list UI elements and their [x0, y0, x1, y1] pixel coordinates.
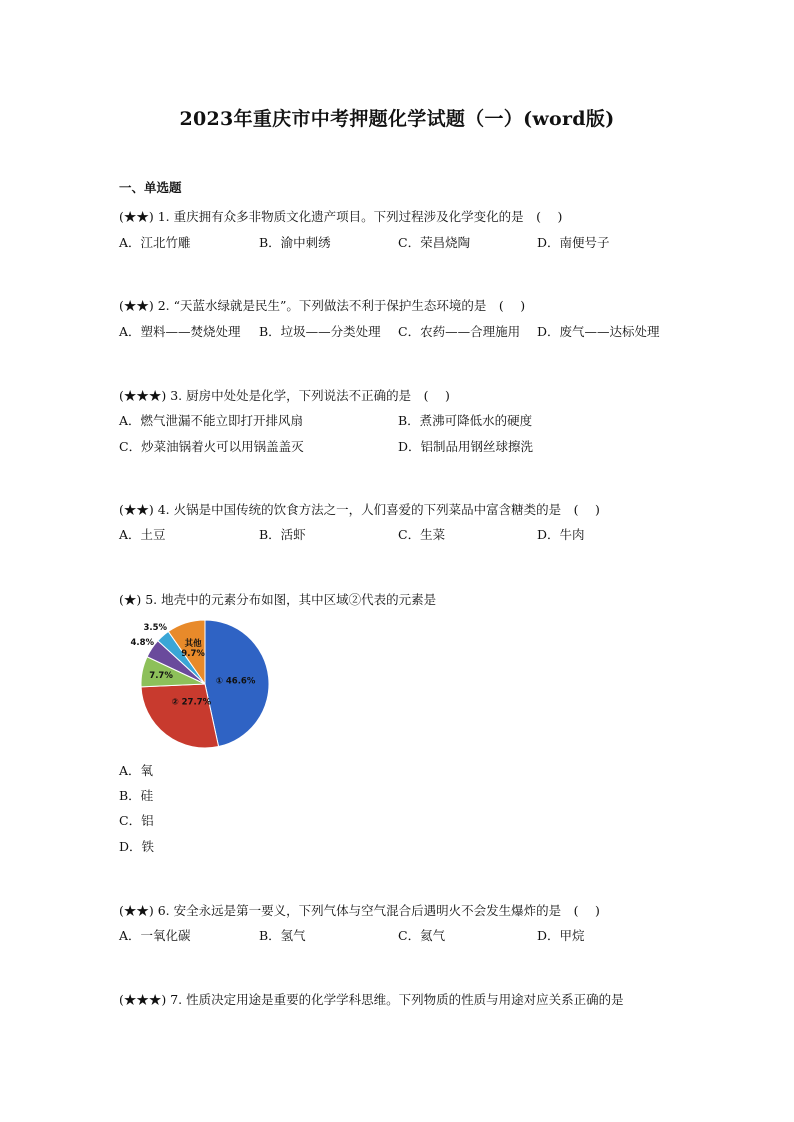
question-6-option-a[interactable]: A．一氧化碳	[119, 928, 191, 943]
question-2-stem: (★★) 2. “天蓝水绿就是民生”。下列做法不利于保护生态环境的是 ( )	[119, 298, 526, 313]
question-4-option-d[interactable]: D．牛肉	[537, 527, 585, 542]
question-2-option-d[interactable]: D．废气——达标处理	[537, 324, 660, 339]
pie-label-4: 4.8%	[130, 637, 155, 648]
question-6-stem: (★★) 6. 安全永远是第一要义，下列气体与空气混合后遇明火不会发生爆炸的是 ( )	[119, 903, 600, 918]
question-3-option-d[interactable]: D．铝制品用钢丝球擦洗	[398, 439, 534, 454]
question-4-option-c[interactable]: C．生菜	[398, 527, 446, 542]
section-title: 一、单选题	[119, 180, 182, 195]
pie-slice-2	[141, 684, 219, 748]
question-6-option-b[interactable]: B．氢气	[259, 928, 306, 943]
question-4-stem: (★★) 4. 火锅是中国传统的饮食方法之一，人们喜爱的下列菜品中富含糖类的是 ( )	[119, 502, 600, 517]
question-1-option-c[interactable]: C．荣昌烧陶	[398, 235, 471, 250]
question-7-stem: (★★★) 7. 性质决定用途是重要的化学学科思维。下列物质的性质与用途对应关系正确的是	[119, 992, 624, 1007]
question-1-option-a[interactable]: A．江北竹雕	[119, 235, 191, 250]
pie-label-6: 其他 9.7%	[181, 639, 205, 660]
question-3-option-c[interactable]: C．炒菜油锅着火可以用锅盖盖灭	[119, 439, 304, 454]
question-4-option-b[interactable]: B．活虾	[259, 527, 306, 542]
question-4-option-a[interactable]: A．土豆	[119, 527, 166, 542]
question-1-option-d[interactable]: D．南便号子	[537, 235, 610, 250]
question-5-option-b[interactable]: B．硅	[119, 788, 154, 803]
pie-label-1: ① 46.6%	[215, 676, 256, 687]
question-2-option-c[interactable]: C．农药——合理施用	[398, 324, 521, 339]
question-3-stem: (★★★) 3. 厨房中处处是化学，下列说法不正确的是 ( )	[119, 388, 450, 403]
question-6-option-c[interactable]: C．氦气	[398, 928, 446, 943]
question-1-stem: (★★) 1. 重庆拥有众多非物质文化遗产项目。下列过程涉及化学变化的是 ( )	[119, 209, 563, 224]
question-1-option-b[interactable]: B．渝中刺绣	[259, 235, 331, 250]
question-2-option-b[interactable]: B．垃圾——分类处理	[259, 324, 381, 339]
question-6-option-d[interactable]: D．甲烷	[537, 928, 585, 943]
page-title: 2023年重庆市中考押题化学试题（一）(word版)	[179, 108, 615, 130]
pie-label-5: 3.5%	[143, 623, 168, 634]
question-5-option-c[interactable]: C．铝	[119, 813, 154, 828]
pie-chart-svg	[120, 618, 280, 758]
pie-label-2: ② 27.7%	[171, 697, 212, 708]
question-5-option-d[interactable]: D．铁	[119, 839, 155, 854]
question-2-option-a[interactable]: A．塑料——焚烧处理	[119, 324, 241, 339]
question-5-stem: (★) 5. 地壳中的元素分布如图，其中区域②代表的元素是	[119, 592, 437, 607]
question-3-option-a[interactable]: A．燃气泄漏不能立即打开排风扇	[119, 413, 304, 428]
element-distribution-pie-chart	[120, 618, 280, 758]
question-5-option-a[interactable]: A．氧	[119, 763, 154, 778]
question-3-option-b[interactable]: B．煮沸可降低水的硬度	[398, 413, 533, 428]
pie-label-3: 7.7%	[149, 671, 173, 682]
